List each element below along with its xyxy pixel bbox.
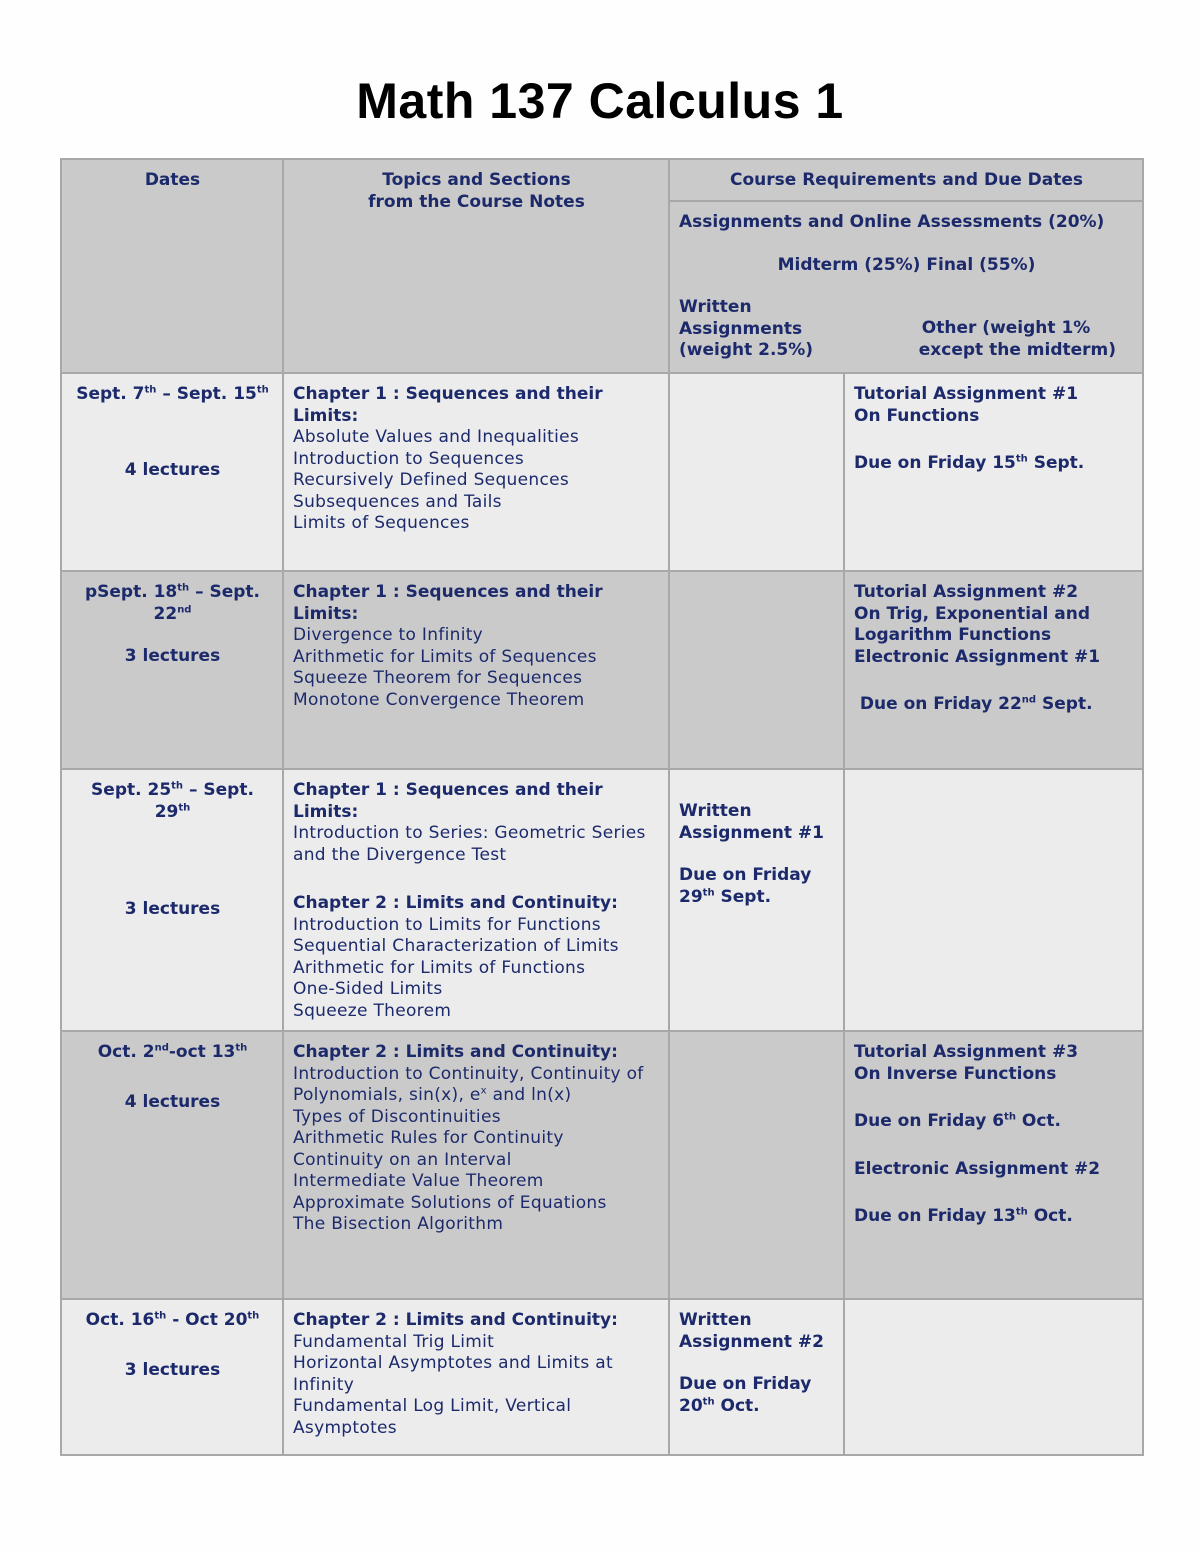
topic-item: and the Divergence Test	[293, 844, 507, 865]
lecture-count: 3 lectures	[124, 899, 221, 919]
table-row	[61, 1299, 1143, 1455]
table-row	[61, 1031, 1143, 1299]
topic-item: Monotone Convergence Theorem	[293, 689, 585, 710]
lecture-count: 4 lectures	[124, 459, 221, 480]
header-assessments-label: Assignments and Online Assessments (20%)	[679, 212, 1105, 232]
row-dates	[61, 571, 283, 769]
topic-item: One-Sided Limits	[293, 979, 443, 999]
topic-item: Introduction to Continuity, Continuity of	[293, 1063, 644, 1084]
row-written: Written Assignment #2 Due on Friday 20th Oct.	[669, 1299, 844, 1455]
row-topics	[283, 373, 669, 571]
date-range: Sept. 25th – Sept. 29th	[91, 780, 254, 822]
header-topics	[283, 159, 669, 373]
page-title: Math 137 Calculus 1	[356, 73, 844, 129]
due-date: Due on Friday 15th Sept.	[854, 453, 1085, 473]
topic-item: Divergence to Infinity	[293, 625, 484, 645]
chapter-heading: Chapter 2 : Limits and Continuity:	[293, 1310, 618, 1330]
date-range: pSept. 18th – Sept. 22nd	[84, 582, 261, 624]
topic-item: Continuity on an Interval	[293, 1149, 512, 1170]
topic-item: Recursively Defined Sequences	[293, 470, 570, 490]
row-other	[844, 1299, 1143, 1455]
date-range: Sept. 7th – Sept. 15th	[76, 384, 269, 404]
topic-item: Introduction to Series: Geometric Series	[293, 823, 646, 843]
row-written: Written Assignment #1 Due on Friday 29th Sept.	[669, 769, 844, 1031]
row-written	[669, 373, 844, 571]
row-other: Tutorial Assignment #1 On Functions Due on Friday 15th Sept.	[844, 373, 1143, 571]
header-requirements	[669, 159, 1143, 201]
topic-item: Subsequences and Tails	[293, 491, 502, 512]
row-other	[844, 769, 1143, 1031]
topic-item: Polynomials, sin(x), $e^x$ and ln(x)	[293, 1085, 572, 1105]
due-date-day: 29th Sept.	[679, 886, 772, 907]
topic-item: Introduction to Sequences	[293, 448, 525, 469]
row-topics	[283, 571, 669, 769]
due-date: Due on Friday 13th Oct.	[854, 1206, 1073, 1226]
header-other: Other (weight 1% except the midterm)	[918, 318, 1117, 360]
date-range: Oct. 16th - Oct 20th	[85, 1310, 260, 1330]
chapter-heading: Chapter 1 : Sequences and their Limits:	[293, 780, 603, 822]
header-topics-line1: Topics and Sections	[382, 170, 571, 190]
table-row	[61, 769, 1143, 1031]
topic-item: Fundamental Log Limit, Vertical Asymptotes	[293, 1396, 572, 1438]
topic-item: Arithmetic Rules for Continuity	[293, 1128, 564, 1148]
row-topics	[283, 1299, 669, 1455]
due-date: Due on Friday	[679, 1374, 812, 1394]
row-other: Tutorial Assignment #2 On Trig, Exponential and Logarithm Functions Electronic Assignment #1 Due on Friday 22nd Sept.	[844, 571, 1143, 769]
lecture-count: 4 lectures	[124, 1091, 221, 1112]
row-other: Tutorial Assignment #3 On Inverse Functions Due on Friday 6th Oct. Electronic Assignment #2 Due on Friday 13th Oct.	[844, 1031, 1143, 1299]
topic-item: Squeeze Theorem	[293, 1000, 452, 1021]
topic-item: Types of Discontinuities	[293, 1106, 501, 1127]
due-date: Due on Friday 6th Oct.	[854, 1111, 1061, 1131]
row-dates	[61, 769, 283, 1031]
row-dates	[61, 373, 283, 571]
table-row	[61, 571, 1143, 769]
topic-item: Fundamental Trig Limit	[293, 1331, 495, 1352]
topic-item: Sequential Characterization of Limits	[293, 936, 619, 956]
topic-item: Arithmetic for Limits of Functions	[293, 957, 586, 978]
row-dates	[61, 1299, 283, 1455]
header-exams-label: Midterm (25%) Final (55%)	[777, 254, 1036, 275]
due-date: Due on Friday	[679, 865, 812, 885]
header-assessments	[669, 201, 1143, 373]
header-dates-label: Dates	[144, 170, 201, 190]
due-date-day: 20th Oct.	[679, 1395, 760, 1416]
row-written	[669, 1031, 844, 1299]
row-written	[669, 571, 844, 769]
schedule-table	[60, 158, 1144, 1456]
topic-item: Approximate Solutions of Equations	[293, 1192, 607, 1213]
topic-item: Squeeze Theorem for Sequences	[293, 668, 583, 688]
lecture-count: 3 lectures	[124, 1359, 221, 1380]
header-written-assignments: Written Assignments (weight 2.5%)	[679, 297, 814, 360]
topic-item: Horizontal Asymptotes and Limits at Infinity	[293, 1353, 613, 1395]
row-topics	[283, 769, 669, 1031]
row-dates	[61, 1031, 283, 1299]
chapter-heading: Chapter 1 : Sequences and their Limits:	[293, 384, 603, 426]
lecture-count: 3 lectures	[124, 646, 221, 666]
header-topics-line2: from the Course Notes	[368, 191, 585, 212]
topic-item: Intermediate Value Theorem	[293, 1171, 544, 1191]
table-row	[61, 373, 1143, 571]
header-dates	[61, 159, 283, 373]
topic-item: The Bisection Algorithm	[293, 1214, 504, 1234]
row-topics	[283, 1031, 669, 1299]
topic-item: Absolute Values and Inequalities	[293, 427, 580, 447]
topic-item: Introduction to Limits for Functions	[293, 914, 601, 935]
due-date: Due on Friday 22nd Sept.	[854, 694, 1093, 714]
chapter-heading: Chapter 1 : Sequences and their Limits:	[293, 582, 603, 624]
header-requirements-label: Course Requirements and Due Dates	[729, 170, 1084, 190]
chapter-heading: Chapter 2 : Limits and Continuity:	[293, 1042, 618, 1062]
topic-item: Arithmetic for Limits of Sequences	[293, 646, 597, 667]
date-range: Oct. 2nd-oct 13th	[97, 1042, 248, 1062]
topic-item: Limits of Sequences	[293, 513, 470, 533]
chapter-heading: Chapter 2 : Limits and Continuity:	[293, 893, 618, 913]
